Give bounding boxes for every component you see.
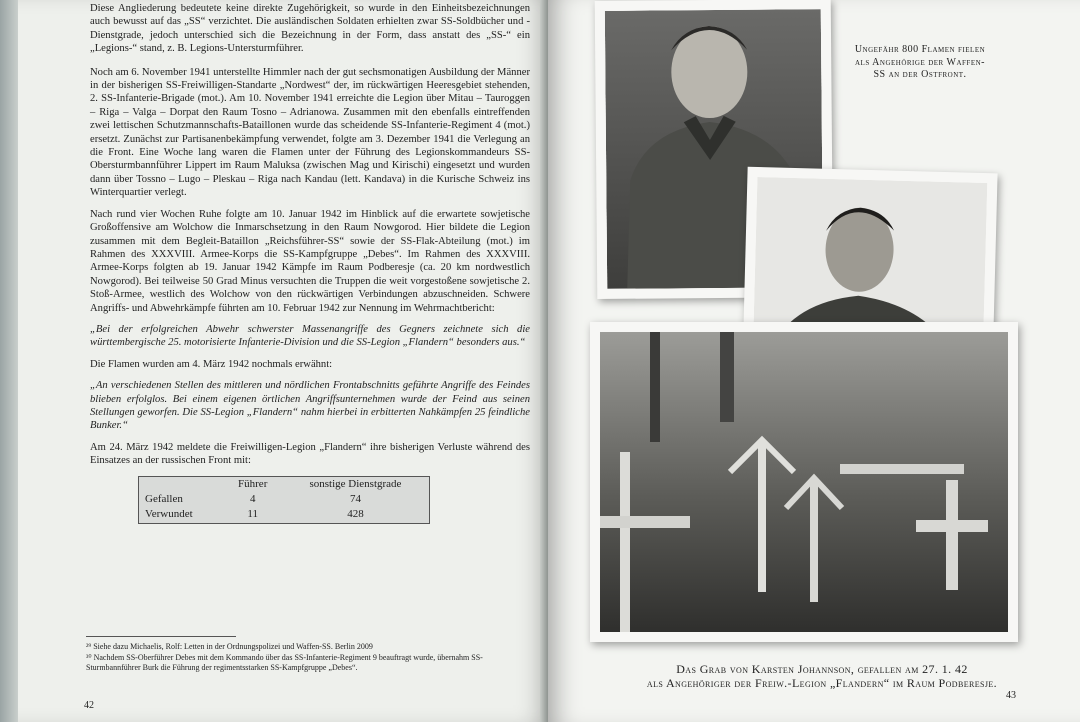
paragraph-4: Am 24. März 1942 meldete die Freiwilligen-Legion „Flandern“ ihre bisherigen Verluste während des Einsatzes an der russischen Front mit: [90,441,530,467]
loss-table-header-cell: sonstige Dienstgrade [309,477,402,490]
left-page [18,0,548,722]
paragraph-1: Noch am 6. November 1941 unterstellte Himmler nach der gut sechsmonatigen Ausbildung der Männer in der bisherigen SS-Freiwilligen-Standarte „Nordwest“ der, im rückwärtigen Heeresgebiet stehenden, 2. SS-Infanterie-Brigade (mot.). Am 10. November 1941 erreichte die Legion über Mitau – Tauroggen – Riga – Valga – Dorpat den Raum Tosno – Adrianowa. Zusammen mit den ebenfalls eintreffenden zwei lettischen Schutzmannschafts-Bataillonen wurde das scheidende SS-Infanterie-Regiment 4 (mot.) ersetzt. Zunächst zur Partisanenbekämpfung verwendet, folgte am 3. Dezember 1941 die Verlegung an die Front. Eine Woche lang waren die Flamen unter der Führung des Legionskommandeurs SS-Obersturmbannführer Lippert im Raum Maluksa (zwischen Mag und Kirischi) eingesetzt und wurden dann über Tossno – Lugo – Pleskau – Riga nach Kandau (lett. Kandava) in die Kurische Schweiz ins Winterquartier verlegt. [90,66,530,199]
table-cell: 74 [349,493,361,505]
caption-bottom [592,662,1052,690]
grave-crosses-graphic [600,332,1008,632]
footnote-rule [86,636,236,637]
page-edge [0,0,18,722]
loss-table-header-cell [139,476,224,492]
table-cell: 4 [249,493,256,505]
loss-table [138,476,430,524]
quote-1: „Bei der erfolgreichen Abwehr schwerster Massenangriffe des Gegners zeichnete sich die württembergische 25. motorisierte Infanterie-Division und die SS-Legion „Flandern“ besonders aus.“ [90,323,530,349]
quote-2: „An verschiedenen Stellen des mittleren und nördlichen Frontabschnitts geführte Angriffe des Feindes blieben erfolglos. Bei einem eigenen örtlichen Angriffsunternehmen wurde der Feind aus seinen Stellungen geworfen. Die SS-Legion „Flandern“ nahm hierbei in erbitterten Nahkämpfen 25 feindliche Bunker.“ [90,380,530,432]
loss-table-header-cell: Führer [238,477,268,490]
page-number-left: 42 [84,700,94,711]
footnote-2: ³⁰ Nachdem SS-Oberführer Debes mit dem Kommando über das SS-Infanterie-Regiment 9 beauftragt wurde, übernahm SS-Sturmbannführer Burk die Führung der regimentsstarken SS-Kampfgruppe „Debes“. [86,653,483,672]
paragraph-2: Nach rund vier Wochen Ruhe folgte am 10. Januar 1942 im Hinblick auf die erwartete sowjetische Großoffensive am Wolchow die Inmarschsetzung in den Raum Nowgorod. Hier bildete die Legion zusammen mit dem Begleit-Bataillon „Reichsführer-SS“ sowie der SS-Flak-Abteilung (mot.) im Rahmen des XXXVIII. Armee-Korps die SS-Kampfgruppe „Debes“. Im Rahmen des XXXVIII. Armee-Korps folgten ab 19. Januar 1942 Kämpfe im Raum Podberesje (ca. 20 km nordwestlich Nowgorod). Bei teilweise 50 Grad Minus versuchten die Truppen die weit vorgestoßene sowjetische 2. Stoß-Armee, westlich des Wolchow von den rückwärtigen Verbindungen abzuschneiden. Schwere Angriffs- und Abwehrkämpfe führten am 10. Februar 1942 zur Nennung im Wehrmachtbericht: [90,208,530,314]
left-text-column [90,2,530,524]
table-row [139,507,430,523]
footnotes [86,642,496,674]
photo-grave-crosses-image [600,332,1008,632]
caption-bottom-line-1: Das Grab von Karsten Johannson, gefallen am 27. 1. 42 [676,662,968,676]
table-cell: Verwundet [145,508,193,521]
table-cell: 11 [247,508,258,521]
paragraph-intro: Diese Angliederung bedeutete keine direkte Zugehörigkeit, so wurde in den Einheitsbezeichnungen auch bewusst auf das „SS“ verzichtet. Die ausländischen Soldaten erhielten zwar SS-Soldbücher und -Dienstgrade, jedoch unterschied sich die Bezeichnung in der Form, dass anstatt des „SS-“ ein „Legions-“ stand, z. B. Legions-Untersturmführer. [90,3,530,55]
table-cell: 428 [347,508,364,521]
photo-grave-crosses [590,322,1018,642]
table-cell: Gefallen [145,493,183,505]
paragraph-3: Die Flamen wurden am 4. März 1942 nochmals erwähnt: [90,358,333,370]
caption-top: Ungefähr 800 Flamen fielen als Angehörige der Waffen-SS an der Ostfront. [854,44,986,80]
footnote-1: ²⁹ Siehe dazu Michaelis, Rolf: Letten in der Ordnungspolizei und Waffen-SS. Berlin 2009 [86,642,373,651]
caption-bottom-line-2: als Angehöriger der Freiw.-Legion „Flandern“ im Raum Podberesje. [646,676,998,690]
table-row [139,492,430,507]
loss-table-header [139,476,430,492]
page-number-right: 43 [1006,690,1016,701]
